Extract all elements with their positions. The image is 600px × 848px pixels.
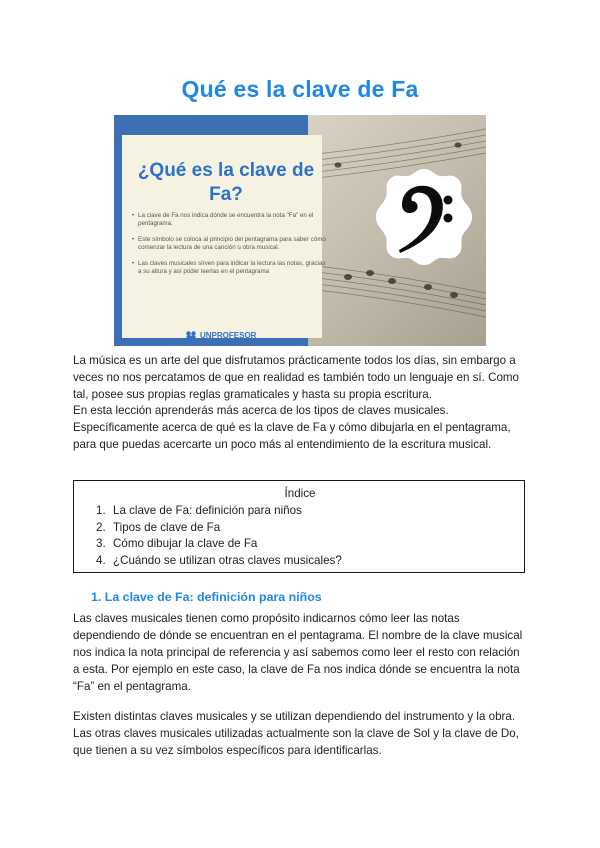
toc-list [96, 503, 342, 569]
toc-item-number: 3. [96, 537, 106, 550]
intro-paragraph-2: En esta lección aprenderás más acerca de los tipos de claves musicales. Específicamente acerca de qué es la clave de Fa y cómo dibujarla en el pentagrama, para que puedas acercarte un poco más al entendimiento de la escritura musical. [73, 404, 511, 451]
toc-item-label: Cómo dibujar la clave de Fa [113, 537, 258, 550]
toc-item[interactable] [96, 536, 342, 553]
table-of-contents [73, 480, 525, 573]
hero-card-title-line2: Fa? [209, 184, 243, 205]
toc-item-number: 2. [96, 520, 106, 534]
toc-item[interactable] [96, 520, 342, 537]
toc-item-number: 4. [96, 553, 106, 567]
hero-card [122, 135, 326, 340]
hero-card-title-line1: ¿Qué es la clave de [137, 160, 315, 181]
toc-item-label: La clave de Fa: definición para niños [113, 504, 302, 517]
page-title: Qué es la clave de Fa [181, 76, 419, 102]
hero-card-title [122, 159, 330, 207]
hero-bullet: • La clave de Fa nos indica dónde se encuentra la nota "Fa" en el pentagrama. [130, 212, 326, 229]
intro-paragraph-1: La música es un arte del que disfrutamos prácticamente todos los días, sin embargo a veces no nos percatamos de que en realidad es también todo un lenguaje en sí. Como tal, posee sus propias reglas gramaticales y hasta su propia escritura. [73, 354, 520, 401]
toc-item[interactable] [96, 503, 342, 520]
toc-item-label: ¿Cuándo se utilizan otras claves musicales? [113, 553, 342, 567]
brand-logo-icon [186, 331, 196, 339]
toc-item[interactable] [96, 553, 342, 570]
brand-logo-text: UNPROFESOR [200, 331, 257, 340]
hero-image [114, 115, 486, 346]
section-paragraph-2: Existen distintas claves musicales y se utilizan dependiendo del instrumento y la obra. Las otras claves musicales utilizadas actualmente son la clave de Sol y la clave de Do, que tienen a su vez símbolos específicos para identificarlas. [73, 710, 519, 757]
toc-item-label: Tipos de clave de Fa [113, 520, 221, 534]
hero-bullet: • Las claves musicales sirven para indicar la lectura las notas, gracias a su altura y así poder leerlas en el pentagrama [130, 260, 326, 277]
hero-bullets [130, 212, 326, 283]
section-paragraph-1: Las claves musicales tienen como propósito indicarnos cómo leer las notas dependiendo de dónde se encuentran en el pentagrama. El nombre de la clave musical nos indica la nota principal de referencia y así sabemos como leer el resto con relación a esta. Por ejemplo en este caso, la clave de Fa nos indica dónde se encuentra la nota “Fa” en el pentagrama. [73, 612, 523, 693]
hero-bullet: • Este símbolo se coloca al principio del pentagrama para saber cómo comenzar la lectura de una canción u obra musical. [130, 236, 326, 253]
section-heading: 1. La clave de Fa: definición para niños [91, 590, 322, 604]
bass-clef-icon [374, 167, 474, 267]
toc-item-number: 1. [96, 504, 106, 517]
toc-title: Índice [284, 487, 316, 500]
